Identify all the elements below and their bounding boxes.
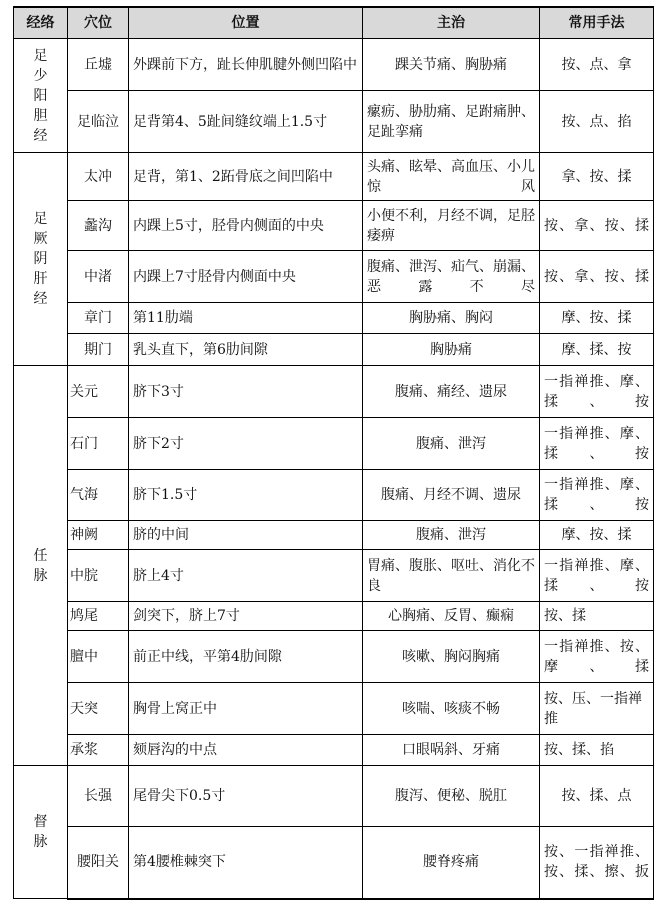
table-row [14, 334, 654, 366]
indication-cell: 胃痛、腹胀、呕吐、消化不良 [363, 550, 540, 602]
location-cell: 足背第4、5趾间缝纹端上1.5寸 [129, 91, 363, 153]
technique-cell: 按、揉、点 [540, 766, 654, 827]
table-row [14, 366, 654, 418]
table-row [14, 91, 654, 153]
meridian-cell: 督脉 [14, 766, 68, 899]
location-cell: 外踝前下方，趾长伸肌腱外侧凹陷中 [129, 39, 363, 91]
table-row [14, 251, 654, 303]
header-indication: 主治 [363, 7, 540, 39]
technique-cell: 一指禅推、摩、揉、按 [540, 550, 654, 602]
technique-cell: 摩、按、揉 [540, 303, 654, 334]
point-cell: 中脘 [68, 550, 129, 602]
technique-cell: 一指禅推、摩、揉、按 [540, 366, 654, 418]
indication-cell: 腹痛、月经不调、遗尿 [363, 470, 540, 521]
technique-cell: 一指禅推、摩、揉、按 [540, 418, 654, 470]
meridian-cell: 任脉 [14, 366, 68, 766]
point-cell: 丘墟 [68, 39, 129, 91]
technique-cell: 按、揉 [540, 602, 654, 631]
indication-cell: 咳喘、咳痰不畅 [363, 683, 540, 735]
location-cell: 脐下1.5寸 [129, 470, 363, 521]
technique-cell: 摩、揉、按 [540, 334, 654, 366]
table-row [14, 303, 654, 334]
point-cell: 石门 [68, 418, 129, 470]
location-cell: 脐下3寸 [129, 366, 363, 418]
location-cell: 脐上4寸 [129, 550, 363, 602]
meridian-cell: 足少阳胆经 [14, 39, 68, 153]
location-cell: 乳头直下，第6肋间隙 [129, 334, 363, 366]
point-cell: 腰阳关 [68, 827, 129, 899]
indication-cell: 腹泻、便秘、脱肛 [363, 766, 540, 827]
indication-cell: 小便不利，月经不调，足胫痿痹 [363, 201, 540, 251]
indication-cell: 瘰疬、胁肋痛、足跗痛肿、足趾挛痛 [363, 91, 540, 153]
point-cell: 足临泣 [68, 91, 129, 153]
table-row [14, 631, 654, 683]
technique-cell: 按、一指禅推、按、揉、擦、扳 [540, 827, 654, 899]
indication-cell: 腰脊疼痛 [363, 827, 540, 899]
header-point: 穴位 [68, 7, 129, 39]
point-cell: 鸠尾 [68, 602, 129, 631]
indication-cell: 踝关节痛、胸胁痛 [363, 39, 540, 91]
location-cell: 脐的中间 [129, 521, 363, 550]
table-row [14, 521, 654, 550]
technique-cell: 按、点、拿 [540, 39, 654, 91]
table-row [14, 470, 654, 521]
point-cell: 神阙 [68, 521, 129, 550]
location-cell: 尾骨尖下0.5寸 [129, 766, 363, 827]
location-cell: 第4腰椎棘突下 [129, 827, 363, 899]
location-cell: 内踝上7寸胫骨内侧面中央 [129, 251, 363, 303]
location-cell: 脐下2寸 [129, 418, 363, 470]
indication-cell: 腹痛、泄泻 [363, 418, 540, 470]
indication-cell: 腹痛、泄泻、疝气、崩漏、恶露不尽 [363, 251, 540, 303]
point-cell: 章门 [68, 303, 129, 334]
point-cell: 承浆 [68, 735, 129, 766]
technique-cell: 按、揉、掐 [540, 735, 654, 766]
table-row [14, 550, 654, 602]
indication-cell: 咳嗽、胸闷胸痛 [363, 631, 540, 683]
point-cell: 中渚 [68, 251, 129, 303]
header-meridian: 经络 [14, 7, 68, 39]
technique-cell: 按、点、掐 [540, 91, 654, 153]
table-row [14, 735, 654, 766]
acupoint-table [13, 6, 654, 900]
technique-cell: 按、压、一指禅推 [540, 683, 654, 735]
point-cell: 蠡沟 [68, 201, 129, 251]
point-cell: 期门 [68, 334, 129, 366]
header-technique: 常用手法 [540, 7, 654, 39]
table-row [14, 418, 654, 470]
indication-cell: 头痛、眩晕、高血压、小儿惊风 [363, 153, 540, 201]
technique-cell: 拿、按、揉 [540, 153, 654, 201]
indication-cell: 口眼㖞斜、牙痛 [363, 735, 540, 766]
point-cell: 气海 [68, 470, 129, 521]
location-cell: 颏唇沟的中点 [129, 735, 363, 766]
table-row [14, 153, 654, 201]
location-cell: 胸骨上窝正中 [129, 683, 363, 735]
point-cell: 关元 [68, 366, 129, 418]
point-cell: 天突 [68, 683, 129, 735]
technique-cell: 一指禅推、按、摩、揉 [540, 631, 654, 683]
header-row [14, 7, 654, 39]
technique-cell: 按、拿、按、揉 [540, 251, 654, 303]
table-row [14, 39, 654, 91]
table-row [14, 827, 654, 899]
indication-cell: 腹痛、痛经、遗尿 [363, 366, 540, 418]
location-cell: 前正中线，平第4肋间隙 [129, 631, 363, 683]
point-cell: 膻中 [68, 631, 129, 683]
point-cell: 太冲 [68, 153, 129, 201]
header-location: 位置 [129, 7, 363, 39]
location-cell: 内踝上5寸，胫骨内侧面的中央 [129, 201, 363, 251]
table-row [14, 766, 654, 827]
location-cell: 第11肋端 [129, 303, 363, 334]
point-cell: 长强 [68, 766, 129, 827]
technique-cell: 按、拿、按、揉 [540, 201, 654, 251]
table-row [14, 201, 654, 251]
indication-cell: 腹痛、泄泻 [363, 521, 540, 550]
location-cell: 足背，第1、2跖骨底之间凹陷中 [129, 153, 363, 201]
meridian-cell: 足厥阴肝经 [14, 153, 68, 366]
table-row [14, 683, 654, 735]
location-cell: 剑突下，脐上7寸 [129, 602, 363, 631]
technique-cell: 一指禅推、摩、揉、按 [540, 470, 654, 521]
indication-cell: 胸胁痛 [363, 334, 540, 366]
table-row [14, 602, 654, 631]
technique-cell: 摩、按、揉 [540, 521, 654, 550]
indication-cell: 心胸痛、反胃、癫痫 [363, 602, 540, 631]
indication-cell: 胸胁痛、胸闷 [363, 303, 540, 334]
